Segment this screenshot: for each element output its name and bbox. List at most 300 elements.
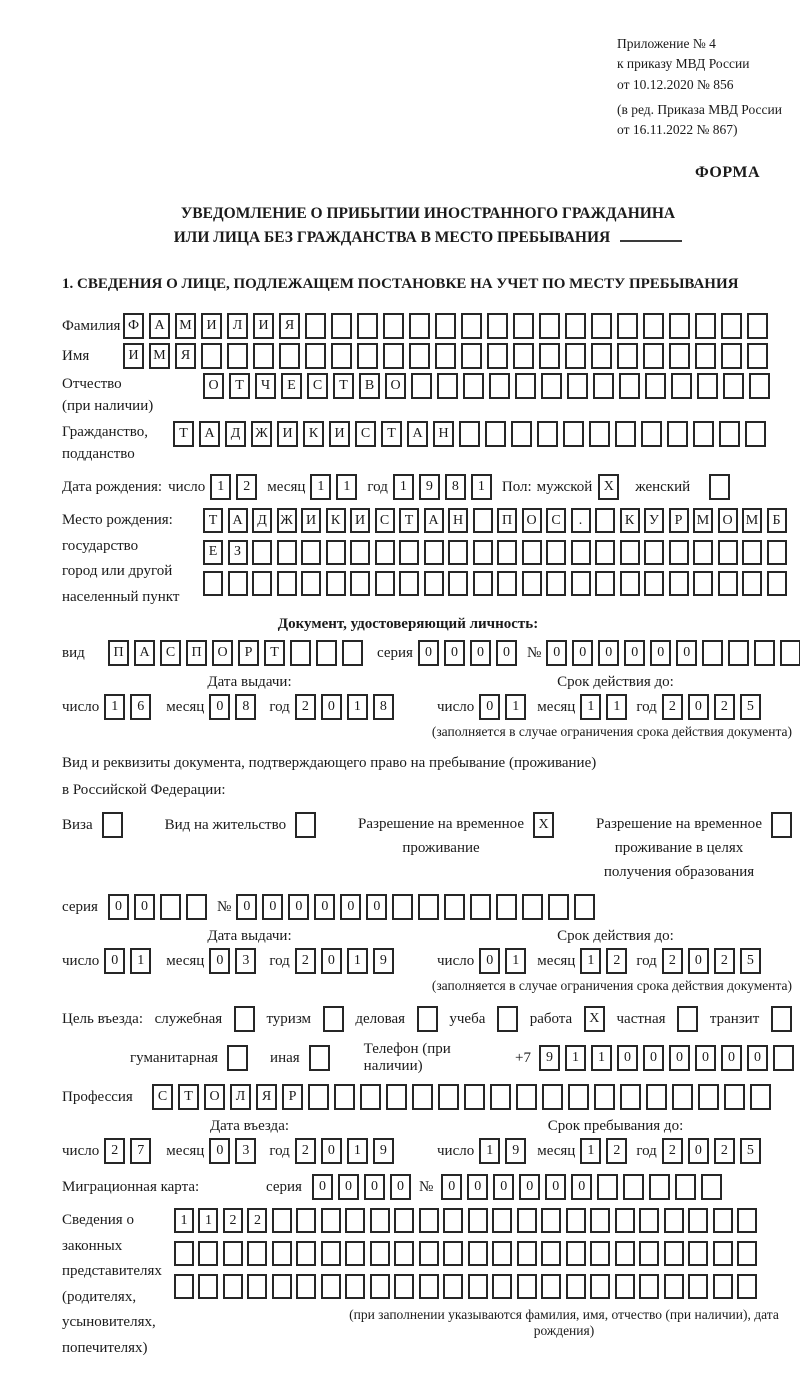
cell[interactable]: Я	[256, 1084, 277, 1110]
cell[interactable]: 1	[471, 474, 492, 500]
checkbox-cell[interactable]: X	[598, 474, 619, 500]
cell[interactable]	[688, 1241, 708, 1266]
cell[interactable]	[669, 540, 689, 565]
checkbox-cell[interactable]	[234, 1006, 255, 1032]
cell[interactable]	[713, 1274, 733, 1299]
cell[interactable]: 0	[312, 1174, 333, 1200]
cell[interactable]	[350, 571, 370, 596]
cell[interactable]: 5	[740, 1138, 761, 1164]
cell[interactable]: Т	[333, 373, 354, 399]
cell[interactable]	[667, 421, 688, 447]
cell[interactable]	[497, 540, 517, 565]
cell[interactable]	[227, 343, 248, 369]
cell[interactable]: А	[424, 508, 444, 533]
cell[interactable]: 8	[373, 694, 394, 720]
cell[interactable]: С	[546, 508, 566, 533]
cell[interactable]	[620, 571, 640, 596]
cell[interactable]: 0	[366, 894, 387, 920]
cell[interactable]	[443, 1274, 463, 1299]
cell[interactable]	[615, 421, 636, 447]
cell[interactable]: С	[152, 1084, 173, 1110]
cell[interactable]: 1	[580, 694, 601, 720]
cell[interactable]: 2	[662, 948, 683, 974]
cell[interactable]	[334, 1084, 355, 1110]
cell[interactable]	[541, 1241, 561, 1266]
checkbox-cell[interactable]	[771, 812, 792, 838]
cell[interactable]	[513, 313, 534, 339]
cell[interactable]: 0	[695, 1045, 716, 1071]
cell[interactable]	[492, 1241, 512, 1266]
checkbox-cell[interactable]	[709, 474, 730, 500]
cell[interactable]	[198, 1274, 218, 1299]
cell[interactable]	[620, 540, 640, 565]
cell[interactable]: 0	[364, 1174, 385, 1200]
cell[interactable]: К	[326, 508, 346, 533]
cell[interactable]: 0	[209, 948, 230, 974]
cell[interactable]: 6	[130, 694, 151, 720]
cell[interactable]: 0	[236, 894, 257, 920]
cell[interactable]: 0	[108, 894, 129, 920]
cell[interactable]	[516, 1084, 537, 1110]
cell[interactable]	[750, 1084, 771, 1110]
cell[interactable]: И	[123, 343, 144, 369]
cell[interactable]	[485, 421, 506, 447]
cell[interactable]	[473, 508, 493, 533]
cell[interactable]	[435, 343, 456, 369]
cell[interactable]	[272, 1274, 292, 1299]
cell[interactable]	[489, 373, 510, 399]
cell[interactable]	[350, 540, 370, 565]
cell[interactable]	[174, 1274, 194, 1299]
cell[interactable]	[672, 1084, 693, 1110]
cell[interactable]	[644, 540, 664, 565]
cell[interactable]	[419, 1241, 439, 1266]
cell[interactable]	[399, 571, 419, 596]
cell[interactable]: К	[620, 508, 640, 533]
cell[interactable]	[490, 1084, 511, 1110]
cell[interactable]	[645, 373, 666, 399]
cell[interactable]	[615, 1274, 635, 1299]
cell[interactable]	[316, 640, 337, 666]
cell[interactable]	[437, 373, 458, 399]
cell[interactable]	[394, 1274, 414, 1299]
cell[interactable]	[435, 313, 456, 339]
cell[interactable]	[754, 640, 775, 666]
checkbox-cell[interactable]	[102, 812, 123, 838]
cell[interactable]	[767, 540, 787, 565]
cell[interactable]: 2	[236, 474, 257, 500]
cell[interactable]	[228, 571, 248, 596]
cell[interactable]: 1	[565, 1045, 586, 1071]
cell[interactable]: 1	[130, 948, 151, 974]
cell[interactable]	[593, 373, 614, 399]
cell[interactable]: Т	[203, 508, 223, 533]
cell[interactable]: В	[359, 373, 380, 399]
cell[interactable]	[394, 1241, 414, 1266]
cell[interactable]: 0	[288, 894, 309, 920]
cell[interactable]	[541, 373, 562, 399]
cell[interactable]: М	[693, 508, 713, 533]
cell[interactable]: Р	[669, 508, 689, 533]
cell[interactable]	[541, 1208, 561, 1233]
cell[interactable]	[728, 640, 749, 666]
cell[interactable]: С	[160, 640, 181, 666]
cell[interactable]	[424, 571, 444, 596]
cell[interactable]: 0	[546, 640, 567, 666]
cell[interactable]	[375, 540, 395, 565]
checkbox-cell[interactable]	[497, 1006, 518, 1032]
cell[interactable]: П	[186, 640, 207, 666]
cell[interactable]: М	[742, 508, 762, 533]
cell[interactable]	[695, 343, 716, 369]
cell[interactable]	[718, 571, 738, 596]
cell[interactable]: 1	[505, 694, 526, 720]
cell[interactable]: 1	[347, 1138, 368, 1164]
cell[interactable]	[468, 1274, 488, 1299]
cell[interactable]: 0	[688, 948, 709, 974]
cell[interactable]	[290, 640, 311, 666]
cell[interactable]	[438, 1084, 459, 1110]
cell[interactable]	[639, 1274, 659, 1299]
cell[interactable]: 0	[721, 1045, 742, 1071]
cell[interactable]: 0	[688, 1138, 709, 1164]
cell[interactable]	[464, 1084, 485, 1110]
cell[interactable]: 7	[130, 1138, 151, 1164]
checkbox-cell[interactable]	[309, 1045, 330, 1071]
cell[interactable]: 0	[624, 640, 645, 666]
cell[interactable]	[198, 1241, 218, 1266]
cell[interactable]	[546, 571, 566, 596]
cell[interactable]	[463, 373, 484, 399]
cell[interactable]	[566, 1274, 586, 1299]
cell[interactable]: С	[355, 421, 376, 447]
cell[interactable]	[594, 1084, 615, 1110]
cell[interactable]: 0	[479, 694, 500, 720]
cell[interactable]: Ж	[277, 508, 297, 533]
cell[interactable]	[444, 894, 465, 920]
cell[interactable]	[277, 571, 297, 596]
cell[interactable]	[643, 343, 664, 369]
cell[interactable]: 0	[321, 1138, 342, 1164]
cell[interactable]	[492, 1208, 512, 1233]
cell[interactable]	[548, 894, 569, 920]
cell[interactable]: А	[407, 421, 428, 447]
cell[interactable]	[247, 1274, 267, 1299]
cell[interactable]	[383, 343, 404, 369]
cell[interactable]	[345, 1208, 365, 1233]
cell[interactable]	[698, 1084, 719, 1110]
cell[interactable]: 0	[134, 894, 155, 920]
checkbox-cell[interactable]: X	[533, 812, 554, 838]
cell[interactable]	[747, 313, 768, 339]
cell[interactable]	[539, 313, 560, 339]
cell[interactable]	[623, 1174, 644, 1200]
cell[interactable]	[721, 313, 742, 339]
cell[interactable]	[688, 1274, 708, 1299]
cell[interactable]: 1	[347, 948, 368, 974]
cell[interactable]: 2	[104, 1138, 125, 1164]
cell[interactable]	[370, 1241, 390, 1266]
cell[interactable]	[537, 421, 558, 447]
cell[interactable]: И	[277, 421, 298, 447]
cell[interactable]: 1	[580, 1138, 601, 1164]
cell[interactable]: 2	[714, 1138, 735, 1164]
cell[interactable]: 1	[310, 474, 331, 500]
cell[interactable]	[511, 421, 532, 447]
cell[interactable]: 0	[545, 1174, 566, 1200]
cell[interactable]	[595, 571, 615, 596]
cell[interactable]: 0	[688, 694, 709, 720]
cell[interactable]	[448, 571, 468, 596]
cell[interactable]	[688, 1208, 708, 1233]
cell[interactable]: 0	[572, 640, 593, 666]
cell[interactable]	[737, 1241, 757, 1266]
cell[interactable]	[321, 1241, 341, 1266]
cell[interactable]	[701, 1174, 722, 1200]
cell[interactable]: Б	[767, 508, 787, 533]
cell[interactable]: Н	[433, 421, 454, 447]
cell[interactable]: 9	[505, 1138, 526, 1164]
cell[interactable]	[571, 571, 591, 596]
cell[interactable]	[742, 571, 762, 596]
cell[interactable]: Л	[230, 1084, 251, 1110]
cell[interactable]	[357, 313, 378, 339]
cell[interactable]: 2	[295, 1138, 316, 1164]
cell[interactable]	[693, 571, 713, 596]
cell[interactable]	[742, 540, 762, 565]
cell[interactable]	[443, 1208, 463, 1233]
cell[interactable]: О	[385, 373, 406, 399]
cell[interactable]	[724, 1084, 745, 1110]
cell[interactable]	[308, 1084, 329, 1110]
checkbox-cell[interactable]	[771, 1006, 792, 1032]
cell[interactable]	[419, 1208, 439, 1233]
cell[interactable]	[639, 1208, 659, 1233]
cell[interactable]	[664, 1241, 684, 1266]
cell[interactable]: 2	[714, 948, 735, 974]
cell[interactable]: 0	[617, 1045, 638, 1071]
cell[interactable]	[201, 343, 222, 369]
cell[interactable]	[591, 343, 612, 369]
cell[interactable]: П	[108, 640, 129, 666]
cell[interactable]	[277, 540, 297, 565]
cell[interactable]	[695, 313, 716, 339]
cell[interactable]	[539, 343, 560, 369]
cell[interactable]: 0	[209, 1138, 230, 1164]
cell[interactable]	[473, 571, 493, 596]
cell[interactable]	[279, 343, 300, 369]
cell[interactable]	[749, 373, 770, 399]
cell[interactable]: 8	[235, 694, 256, 720]
cell[interactable]: Ж	[251, 421, 272, 447]
cell[interactable]: 0	[519, 1174, 540, 1200]
cell[interactable]	[296, 1241, 316, 1266]
cell[interactable]: 1	[591, 1045, 612, 1071]
cell[interactable]: 0	[676, 640, 697, 666]
cell[interactable]	[643, 313, 664, 339]
cell[interactable]: 0	[747, 1045, 768, 1071]
cell[interactable]	[174, 1241, 194, 1266]
cell[interactable]	[669, 571, 689, 596]
cell[interactable]	[522, 540, 542, 565]
cell[interactable]	[646, 1084, 667, 1110]
cell[interactable]: Я	[279, 313, 300, 339]
cell[interactable]: Т	[264, 640, 285, 666]
cell[interactable]: 1	[479, 1138, 500, 1164]
cell[interactable]	[693, 421, 714, 447]
cell[interactable]	[719, 421, 740, 447]
cell[interactable]	[331, 313, 352, 339]
cell[interactable]: .	[571, 508, 591, 533]
cell[interactable]	[517, 1241, 537, 1266]
cell[interactable]: И	[201, 313, 222, 339]
checkbox-cell[interactable]	[227, 1045, 248, 1071]
cell[interactable]	[522, 894, 543, 920]
cell[interactable]	[713, 1208, 733, 1233]
cell[interactable]	[305, 343, 326, 369]
cell[interactable]: 2	[714, 694, 735, 720]
cell[interactable]	[394, 1208, 414, 1233]
cell[interactable]: 0	[650, 640, 671, 666]
cell[interactable]: 2	[606, 948, 627, 974]
cell[interactable]	[357, 343, 378, 369]
cell[interactable]: Е	[203, 540, 223, 565]
cell[interactable]: 0	[479, 948, 500, 974]
cell[interactable]: О	[212, 640, 233, 666]
cell[interactable]: 0	[643, 1045, 664, 1071]
cell[interactable]	[641, 421, 662, 447]
cell[interactable]	[617, 313, 638, 339]
cell[interactable]: Я	[175, 343, 196, 369]
cell[interactable]	[568, 1084, 589, 1110]
cell[interactable]	[392, 894, 413, 920]
cell[interactable]: А	[199, 421, 220, 447]
cell[interactable]	[345, 1241, 365, 1266]
cell[interactable]	[345, 1274, 365, 1299]
cell[interactable]	[370, 1274, 390, 1299]
cell[interactable]: 9	[539, 1045, 560, 1071]
cell[interactable]: 3	[235, 1138, 256, 1164]
cell[interactable]: 1	[104, 694, 125, 720]
cell[interactable]	[418, 894, 439, 920]
cell[interactable]	[589, 421, 610, 447]
cell[interactable]	[360, 1084, 381, 1110]
cell[interactable]: И	[350, 508, 370, 533]
cell[interactable]	[473, 540, 493, 565]
cell[interactable]	[326, 540, 346, 565]
cell[interactable]: 2	[223, 1208, 243, 1233]
cell[interactable]: 2	[662, 1138, 683, 1164]
cell[interactable]	[664, 1208, 684, 1233]
cell[interactable]	[186, 894, 207, 920]
cell[interactable]	[468, 1241, 488, 1266]
cell[interactable]: Т	[399, 508, 419, 533]
cell[interactable]	[301, 571, 321, 596]
cell[interactable]	[419, 1274, 439, 1299]
cell[interactable]	[517, 1274, 537, 1299]
cell[interactable]: А	[134, 640, 155, 666]
cell[interactable]: Т	[173, 421, 194, 447]
cell[interactable]	[412, 1084, 433, 1110]
cell[interactable]	[497, 571, 517, 596]
cell[interactable]	[693, 540, 713, 565]
cell[interactable]	[617, 343, 638, 369]
cell[interactable]: Н	[448, 508, 468, 533]
cell[interactable]	[566, 1208, 586, 1233]
cell[interactable]: О	[204, 1084, 225, 1110]
cell[interactable]	[375, 571, 395, 596]
cell[interactable]: 0	[338, 1174, 359, 1200]
cell[interactable]	[296, 1208, 316, 1233]
cell[interactable]	[542, 1084, 563, 1110]
cell[interactable]	[272, 1241, 292, 1266]
cell[interactable]	[574, 894, 595, 920]
cell[interactable]	[272, 1208, 292, 1233]
cell[interactable]: 8	[445, 474, 466, 500]
cell[interactable]	[409, 343, 430, 369]
cell[interactable]	[513, 343, 534, 369]
cell[interactable]: 5	[740, 948, 761, 974]
cell[interactable]	[566, 1241, 586, 1266]
cell[interactable]: 5	[740, 694, 761, 720]
cell[interactable]: С	[307, 373, 328, 399]
cell[interactable]: 2	[606, 1138, 627, 1164]
cell[interactable]: 0	[340, 894, 361, 920]
cell[interactable]	[546, 540, 566, 565]
cell[interactable]: 0	[470, 640, 491, 666]
cell[interactable]	[448, 540, 468, 565]
cell[interactable]: 1	[393, 474, 414, 500]
cell[interactable]: П	[497, 508, 517, 533]
checkbox-cell[interactable]: X	[584, 1006, 605, 1032]
cell[interactable]: Т	[178, 1084, 199, 1110]
cell[interactable]	[424, 540, 444, 565]
cell[interactable]: 0	[571, 1174, 592, 1200]
cell[interactable]	[644, 571, 664, 596]
cell[interactable]	[669, 343, 690, 369]
cell[interactable]: З	[228, 540, 248, 565]
cell[interactable]: 1	[336, 474, 357, 500]
cell[interactable]: О	[203, 373, 224, 399]
cell[interactable]	[541, 1274, 561, 1299]
cell[interactable]	[459, 421, 480, 447]
cell[interactable]: 0	[496, 640, 517, 666]
cell[interactable]	[487, 343, 508, 369]
cell[interactable]: А	[228, 508, 248, 533]
cell[interactable]: 0	[598, 640, 619, 666]
cell[interactable]: 2	[295, 948, 316, 974]
cell[interactable]: 2	[662, 694, 683, 720]
cell[interactable]	[383, 313, 404, 339]
cell[interactable]: А	[149, 313, 170, 339]
cell[interactable]	[461, 343, 482, 369]
cell[interactable]	[669, 313, 690, 339]
cell[interactable]: 0	[209, 694, 230, 720]
cell[interactable]: 0	[493, 1174, 514, 1200]
cell[interactable]	[411, 373, 432, 399]
cell[interactable]	[718, 540, 738, 565]
cell[interactable]	[619, 373, 640, 399]
cell[interactable]	[443, 1241, 463, 1266]
cell[interactable]	[386, 1084, 407, 1110]
cell[interactable]	[567, 373, 588, 399]
cell[interactable]	[620, 1084, 641, 1110]
cell[interactable]: Л	[227, 313, 248, 339]
cell[interactable]	[747, 343, 768, 369]
cell[interactable]: 0	[104, 948, 125, 974]
cell[interactable]	[470, 894, 491, 920]
cell[interactable]: Д	[225, 421, 246, 447]
